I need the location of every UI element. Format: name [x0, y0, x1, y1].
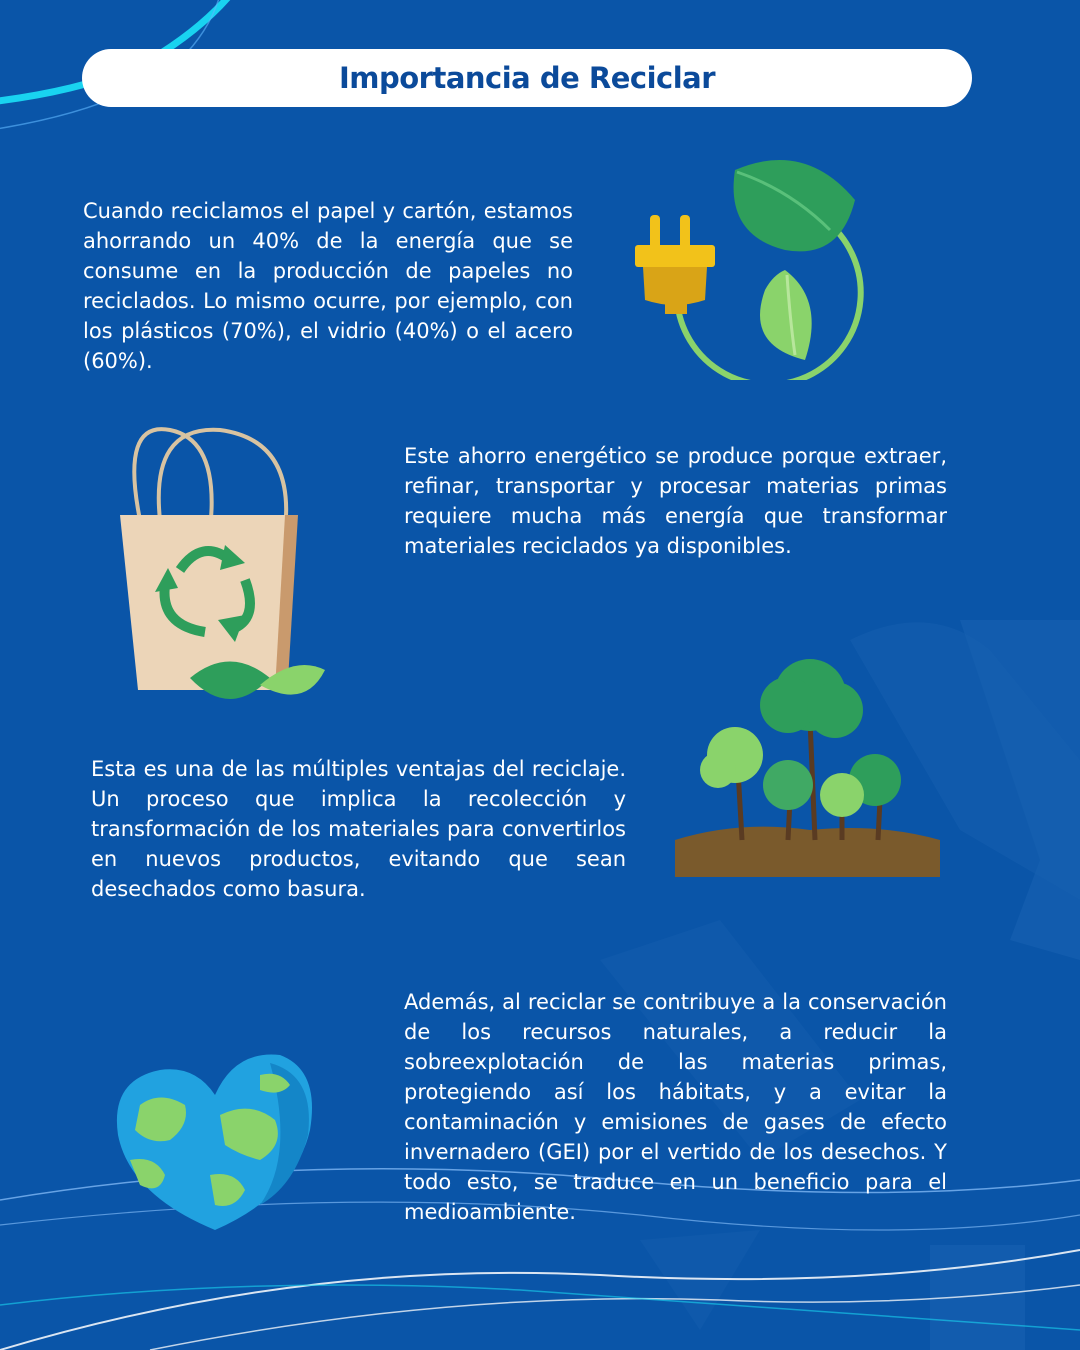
paragraph-environment-benefits: Además, al reciclar se contribuye a la conservación de los recursos naturales, a reducir la sobreexplotación de las materias primas, protegiendo así los hábitats, y a evitar la contaminación y emisiones de gases de efecto invernadero (GEI) por el vertido de los desechos. Y todo esto, se traduce en un beneficio para el medioambiente. — [404, 990, 947, 1224]
paragraph-recycling-advantages: Esta es una de las múltiples ventajas del reciclaje. Un proceso que implica la recolección y transformación de los materiales para convertirlos en nuevos productos, evitando que sean desechados como basura. — [91, 757, 626, 901]
title-banner — [82, 49, 972, 107]
paragraph-energy-savings: Cuando reciclamos el papel y cartón, estamos ahorrando un 40% de la energía que se consume en la producción de papeles no reciclados. Lo mismo ocurre, por ejemplo, con los plásticos (70%), el vidrio (40%) o el acero (60%). — [83, 199, 573, 373]
page-title: Importancia de Reciclar — [338, 61, 716, 95]
paragraph-energy-reason: Este ahorro energético se produce porque extraer, refinar, transportar y procesar materias primas requiere mucha más energía que transformar materiales reciclados ya disponibles. — [404, 444, 947, 558]
trees-icon — [670, 645, 945, 880]
eco-plug-icon — [625, 150, 865, 380]
recycle-bag-icon — [110, 420, 330, 720]
earth-heart-icon — [110, 1045, 320, 1235]
